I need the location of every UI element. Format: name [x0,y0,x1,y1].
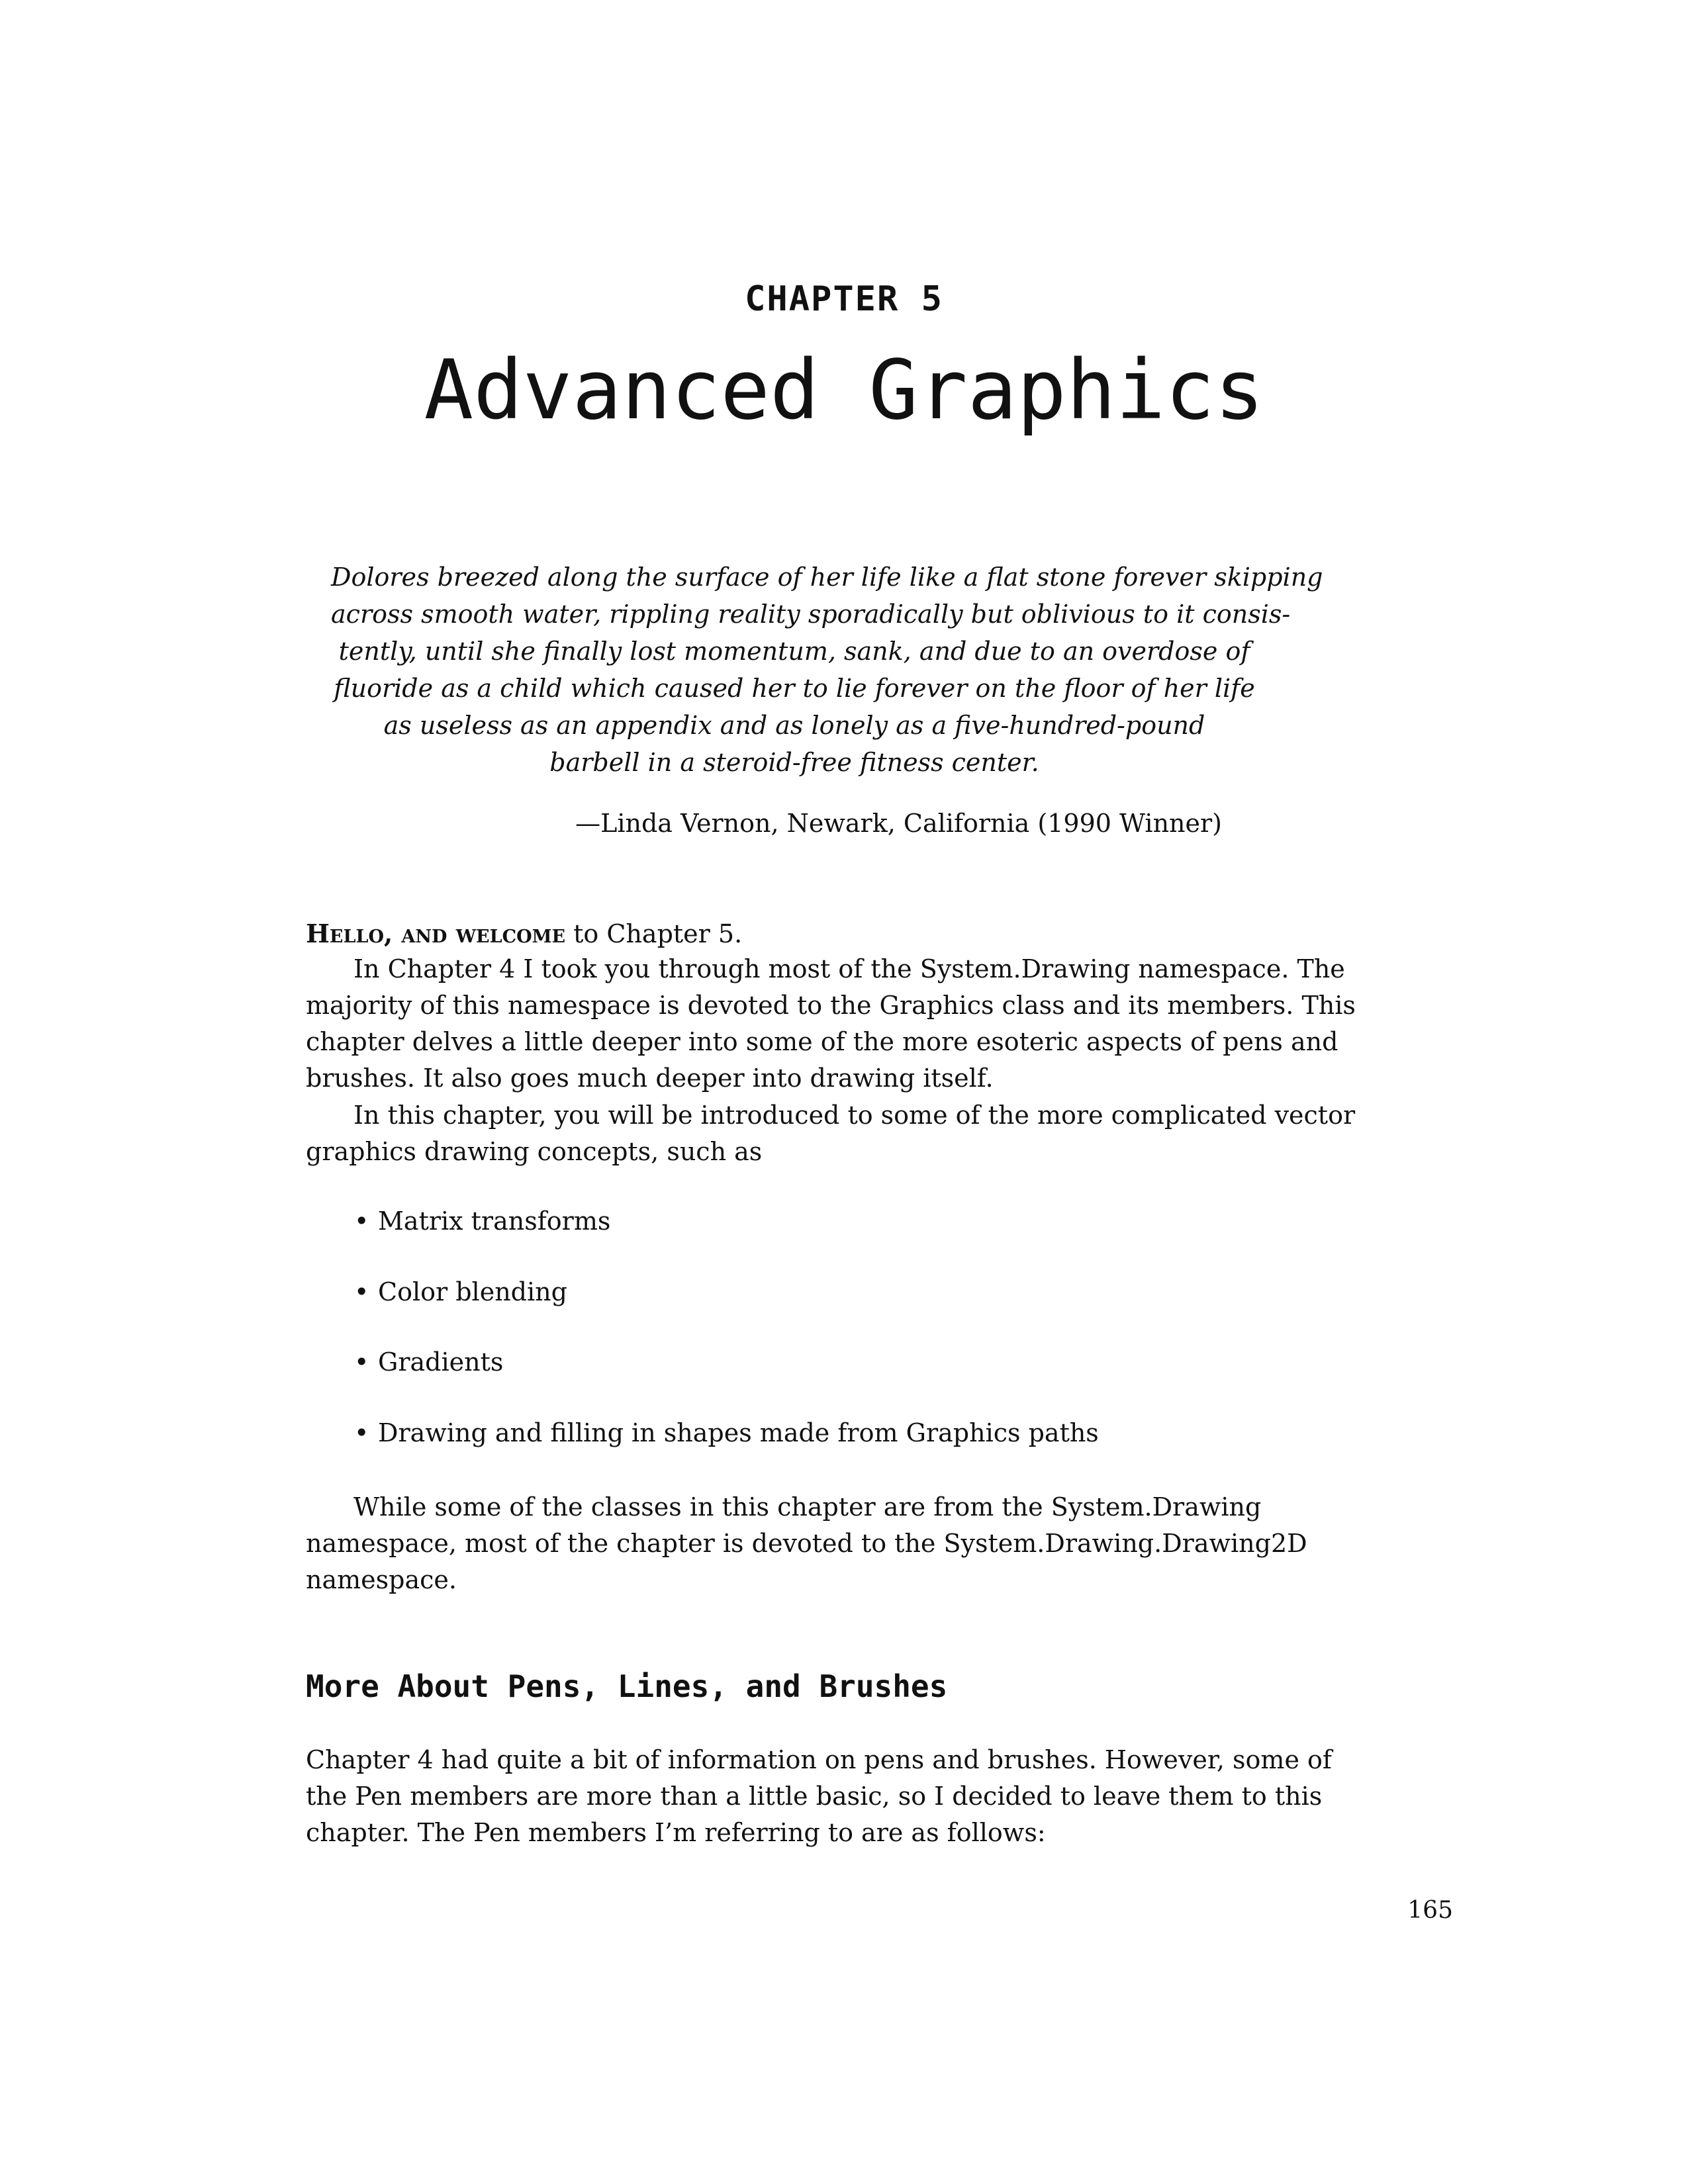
epigraph-attribution: —Linda Vernon, Newark, California (1990 Winner) [575,809,1222,838]
bullet-icon: • [354,1347,369,1377]
bullet-item [354,1415,1099,1451]
page-number: 165 [1407,1897,1453,1924]
bullet-text: Drawing and filling in shapes made from Graphics paths [378,1418,1099,1447]
paragraph-line: brushes. It also goes much deeper into drawing itself. [306,1064,994,1093]
paragraph-line: majority of this namespace is devoted to the Graphics class and its members. This [306,991,1356,1020]
bullet-item [354,1203,610,1240]
bullet-item [354,1274,567,1310]
paragraph-line: namespace, most of the chapter is devoted to the System.Drawing.Drawing2D [306,1529,1307,1558]
epigraph-line: across smooth water, rippling reality sporadically but oblivious to it consis- [331,600,1291,629]
epigraph-line: Dolores breezed along the surface of her life like a flat stone forever skipping [331,563,1323,592]
bullet-text: Matrix transforms [378,1206,611,1236]
epigraph-line: barbell in a steroid-free fitness center. [549,748,1039,777]
section-paragraph [306,1742,1332,1851]
bullet-text: Gradients [378,1347,504,1377]
paragraph-line: While some of the classes in this chapter are from the System.Drawing [353,1492,1262,1522]
intro-paragraph [306,915,1259,952]
bullet-icon: • [354,1206,369,1236]
paragraph-line: the Pen members are more than a little basic, so I decided to leave them to this [306,1782,1323,1811]
chapter4-paragraph [306,951,1356,1097]
bullet-icon: • [354,1277,369,1306]
paragraph-line: namespace. [306,1565,457,1594]
paragraph-line: In Chapter 4 I took you through most of the System.Drawing namespace. The [353,954,1345,983]
bullet-item [354,1344,503,1381]
paragraph-line: In this chapter, you will be introduced to some of the more complicated vector [353,1101,1356,1130]
paragraph-line: Chapter 4 had quite a bit of information on pens and brushes. However, some of [306,1745,1332,1774]
chapter-label: CHAPTER 5 [745,279,943,319]
epigraph [331,559,1323,781]
intro-rest: to Chapter 5. [565,919,743,948]
paragraph-line: chapter. The Pen members I’m referring to are as follows: [306,1818,1046,1847]
bullet-icon: • [354,1418,369,1447]
namespace-paragraph [306,1489,1307,1598]
concepts-paragraph [306,1097,1356,1170]
bullet-text: Color blending [378,1277,567,1306]
paragraph-line: graphics drawing concepts, such as [306,1137,763,1166]
epigraph-line: fluoride as a child which caused her to lie forever on the floor of her life [334,674,1255,703]
intro-line [306,915,1259,952]
intro-lead-in: Hello, and welcome [306,919,566,948]
paragraph-line: chapter delves a little deeper into some of the more esoteric aspects of pens and [306,1027,1338,1056]
epigraph-line: tently, until she finally lost momentum, sank, and due to an overdose of [338,637,1250,666]
section-heading: More About Pens, Lines, and Brushes [306,1668,948,1704]
epigraph-line: as useless as an appendix and as lonely as a five-hundred-pound [383,711,1205,740]
chapter-title: Advanced Graphics [424,343,1264,438]
